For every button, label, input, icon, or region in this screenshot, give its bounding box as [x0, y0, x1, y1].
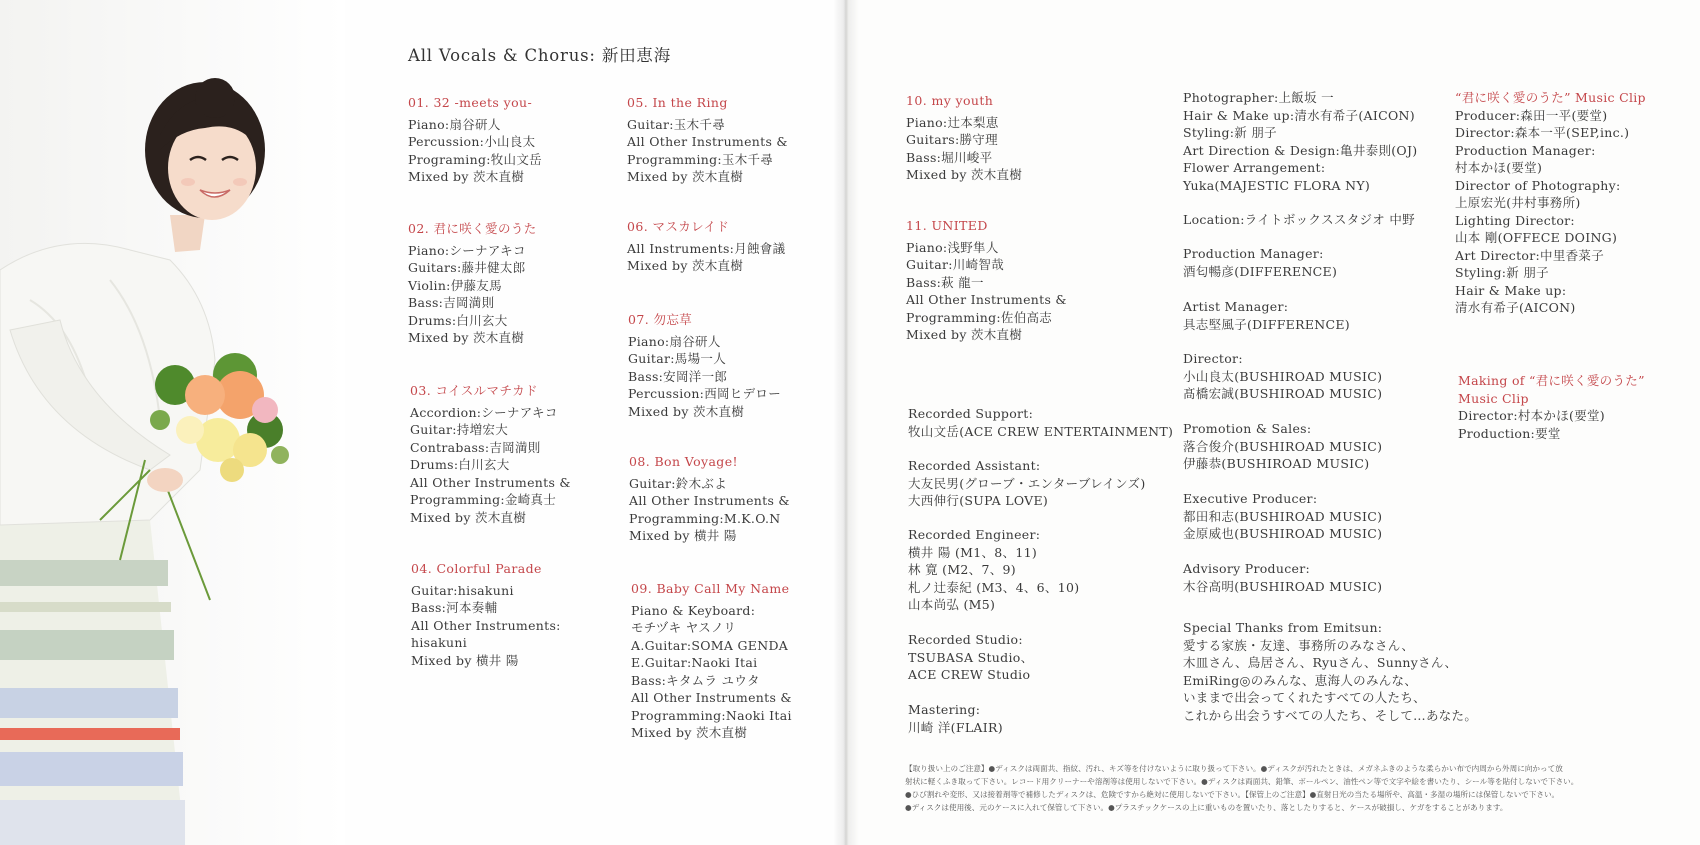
- credit-line: Bass:安岡洋一郎: [628, 368, 728, 384]
- credit-line: Guitar:馬場一人: [628, 351, 726, 366]
- credit-line: Programing:牧山文岳: [408, 151, 542, 167]
- note-line: ●ひび割れや変形、又は接着剤等で補修したディスクは、危険ですから絶対に使用しないで下さい。【保管上のご注意】●直射日光の当たる場所や、高温・多湿の場所には保管しないで下さい。: [905, 790, 1560, 799]
- credit-line: TSUBASA Studio、: [908, 649, 1034, 665]
- credit-line: 大友民男(グローブ・エンターブレインズ): [908, 475, 1146, 491]
- thanks-line: これから出会うすべての人たち、そして…あなた。: [1183, 707, 1478, 723]
- credit-line: All Other Instruments &: [627, 134, 788, 149]
- credit-line: Production Manager:: [1455, 142, 1596, 158]
- credit-line: Art Director:中里香菜子: [1455, 247, 1605, 263]
- credit-line: Drums:白川玄大: [408, 312, 508, 328]
- left-page: [0, 0, 845, 845]
- thanks-line: 愛する家族・友達、事務所のみなさん、: [1183, 637, 1415, 653]
- track-06: [627, 218, 785, 275]
- mastering: [908, 701, 1003, 736]
- credit-line: 札ノ辻泰紀 (M3、4、6、10): [908, 579, 1080, 595]
- track-title: 11. UNITED: [906, 218, 988, 233]
- credit-line: Mixed by 茨木直樹: [906, 327, 1023, 342]
- credit-line: Mixed by 茨木直樹: [627, 169, 744, 184]
- thanks-line: いままで出会ってくれたすべての人たち、: [1183, 690, 1426, 705]
- credit-label: Mastering:: [908, 702, 981, 717]
- track-02: [408, 220, 537, 347]
- handling-notes: [905, 762, 1635, 814]
- credit-line: 酒匂暢彦(DIFFERENCE): [1183, 263, 1338, 279]
- track-09: [631, 580, 792, 742]
- booklet-gutter: [833, 0, 859, 845]
- credit-line: Programming:金崎真士: [410, 492, 557, 507]
- credit-line: 村本かほ(要堂): [1455, 160, 1543, 175]
- credit-line: モチヅキ ヤスノリ: [631, 620, 737, 635]
- credit-line: Lighting Director:: [1455, 212, 1575, 228]
- credit-line: Guitars:藤井健太郎: [408, 260, 526, 275]
- credit-line: E.Guitar:Naoki Itai: [631, 655, 758, 670]
- advisory-producer: [1183, 560, 1382, 595]
- credit-line: Accordion:シーナアキコ: [410, 404, 558, 420]
- track-title: 10. my youth: [906, 93, 994, 108]
- credit-label: Promotion & Sales:: [1183, 421, 1312, 436]
- recorded-studio: [908, 631, 1033, 684]
- thanks-line: EmiRing◎のみんな、恵海人のみんな、: [1183, 672, 1418, 688]
- credit-line: All Other Instruments &: [906, 292, 1067, 307]
- credit-line: Programming:玉木千尋: [627, 151, 774, 167]
- credit-line: Production:要堂: [1458, 425, 1561, 441]
- recorded-engineer: [908, 526, 1079, 614]
- making-title: Music Clip: [1458, 390, 1529, 406]
- director: [1183, 350, 1382, 403]
- credit-line: Percussion:小山良太: [408, 134, 536, 149]
- credit-line: Mixed by 茨木直樹: [906, 167, 1023, 182]
- credit-line: Mixed by 横井 陽: [411, 652, 519, 668]
- making-credits: [1458, 372, 1645, 442]
- art-staff: [1183, 89, 1417, 194]
- track-title: 05. In the Ring: [627, 95, 728, 110]
- music-clip-credits: [1455, 89, 1646, 317]
- credit-label: Production Manager:: [1183, 246, 1324, 261]
- credit-line: Violin:伊藤友馬: [408, 277, 502, 293]
- credit-label: Recorded Engineer:: [908, 527, 1041, 542]
- credit-line: hisakuni: [411, 635, 467, 650]
- credit-line: All Instruments:月蝕會議: [627, 240, 786, 256]
- credit-line: Mixed by 茨木直樹: [410, 509, 527, 525]
- track-title: 09. Baby Call My Name: [631, 581, 790, 596]
- credit-line: Bass:萩 龍一: [906, 274, 984, 290]
- credit-line: 山本 剛(OFFECE DOING): [1455, 230, 1618, 245]
- credit-line: 金原威也(BUSHIROAD MUSIC): [1183, 526, 1383, 541]
- credit-line: Bass:河本奏輔: [411, 600, 498, 615]
- credit-line: 都田和志(BUSHIROAD MUSIC): [1183, 508, 1383, 524]
- track-01: [408, 94, 542, 186]
- credit-line: Mixed by 茨木直樹: [631, 725, 748, 740]
- credit-label: Executive Producer:: [1183, 491, 1318, 506]
- credit-line: 清水有希子(AICON): [1455, 300, 1576, 315]
- credit-line: Drums:白川玄大: [410, 457, 510, 472]
- note-line: ●ディスクは使用後、元のケースに入れて保管して下さい。●プラスチックケースの上に重いものを置いたり、落としたりすると、ケースが破損し、ケガをすることがあります。: [905, 803, 1508, 812]
- credit-line: Bass:吉岡満則: [408, 295, 495, 310]
- credit-line: All Other Instruments:: [411, 617, 561, 633]
- credit-line: Mixed by 茨木直樹: [628, 403, 745, 419]
- track-title: 03. コイスルマチカド: [410, 383, 538, 398]
- credit-line: Art Direction & Design:亀井泰則(OJ): [1183, 142, 1418, 158]
- credit-line: Photographer:上飯坂 一: [1183, 90, 1334, 105]
- artist-photo: [0, 0, 345, 845]
- credit-line: 具志堅風子(DIFFERENCE): [1183, 316, 1350, 332]
- credit-line: 上原宏光(井村事務所): [1455, 195, 1581, 210]
- credit-line: 牧山文岳(ACE CREW ENTERTAINMENT): [908, 423, 1174, 439]
- credit-line: Piano:扇谷研人: [408, 116, 501, 132]
- credit-label: Director:: [1183, 351, 1243, 366]
- credit-line: Director:村本かほ(要堂): [1458, 408, 1605, 423]
- credit-line: Producer:森田一平(要堂): [1455, 107, 1608, 123]
- making-title: Making of “君に咲く愛のうた”: [1458, 373, 1645, 388]
- track-title: 06. マスカレイド: [627, 219, 730, 234]
- track-07: [628, 311, 781, 420]
- credit-label: Artist Manager:: [1183, 299, 1289, 314]
- credit-line: Mixed by 茨木直樹: [408, 330, 525, 345]
- track-title: 01. 32 -meets you-: [408, 95, 533, 110]
- credit-line: 落合俊介(BUSHIROAD MUSIC): [1183, 438, 1383, 454]
- credit-line: Piano:シーナアキコ: [408, 242, 526, 258]
- credit-line: 伊藤恭(BUSHIROAD MUSIC): [1183, 456, 1370, 471]
- credit-line: Programming:Naoki Itai: [631, 707, 792, 723]
- recorded-assistant: [908, 457, 1146, 510]
- track-04: [411, 560, 561, 669]
- note-line: 【取り扱い上のご注意】●ディスクは両面共、指紋、汚れ、キズ等を付けないように取り扱って下さい。●ディスクが汚れたときは、メガネふきのような柔らかい布で内周から外周に向かって放: [905, 764, 1563, 773]
- special-thanks: [1183, 619, 1477, 724]
- credit-line: Mixed by 茨木直樹: [627, 258, 744, 273]
- credit-line: Programming:M.K.O.N: [629, 510, 781, 526]
- credit-line: Piano:扇谷研人: [628, 333, 721, 349]
- music-clip-title: “君に咲く愛のうた” Music Clip: [1455, 90, 1646, 105]
- vocals-header: All Vocals & Chorus: 新田恵海: [408, 46, 672, 65]
- credit-line: 川崎 洋(FLAIR): [908, 719, 1003, 735]
- credit-line: Piano:辻本梨恵: [906, 114, 999, 130]
- credit-label: Recorded Assistant:: [908, 458, 1041, 473]
- credit-line: Yuka(MAJESTIC FLORA NY): [1183, 177, 1371, 193]
- credit-line: 林 寛 (M2、7、9): [908, 562, 1016, 577]
- credit-line: 髙橋宏誠(BUSHIROAD MUSIC): [1183, 386, 1383, 401]
- track-title: 02. 君に咲く愛のうた: [408, 221, 537, 236]
- thanks-line: 木皿さん、鳥居さん、Ryuさん、Sunnyさん、: [1183, 655, 1458, 670]
- location: [1183, 211, 1415, 229]
- credit-line: Contrabass:吉岡満則: [410, 439, 541, 455]
- credit-line: All Other Instruments &: [629, 493, 790, 508]
- credit-line: 大西伸行(SUPA LOVE): [908, 493, 1049, 508]
- note-line: 射状に軽くふき取って下さい。レコード用クリーナーや溶剤等は使用しないで下さい。●ディスクは両面共、鉛筆、ボールペン、油性ペン等で文字や絵を書いたり、シール等を貼付しないで下さい。: [905, 777, 1579, 786]
- credit-line: ACE CREW Studio: [908, 667, 1031, 682]
- recorded-support: [908, 405, 1173, 440]
- credit-line: 横井 陽 (M1、8、11): [908, 544, 1038, 560]
- credit-label: Recorded Studio:: [908, 632, 1023, 647]
- credit-line: Guitar:川崎智哉: [906, 257, 1004, 272]
- track-05: [627, 94, 788, 186]
- credit-line: Programming:佐伯高志: [906, 309, 1053, 325]
- credit-line: Flower Arrangement:: [1183, 160, 1326, 175]
- track-11: [906, 217, 1067, 344]
- track-title: 07. 勿忘草: [628, 312, 693, 327]
- credit-line: All Other Instruments &: [631, 690, 792, 705]
- credit-line: Mixed by 茨木直樹: [408, 169, 525, 184]
- credit-line: All Other Instruments &: [410, 474, 571, 490]
- credit-line: Styling:新 朋子: [1455, 265, 1549, 280]
- credit-label: Recorded Support:: [908, 406, 1034, 421]
- credit-line: Director:森本一平(SEP,inc.): [1455, 125, 1630, 140]
- track-03: [410, 382, 571, 526]
- track-10: [906, 92, 1022, 184]
- credit-label: Location:ライトボックススタジオ 中野: [1183, 212, 1415, 227]
- credit-line: Guitar:玉木千尋: [627, 116, 725, 132]
- credit-line: 山本尚弘 (M5): [908, 597, 996, 612]
- credit-line: Piano & Keyboard:: [631, 602, 756, 618]
- production-manager: [1183, 245, 1337, 280]
- executive-producer: [1183, 490, 1382, 543]
- credit-line: Mixed by 横井 陽: [629, 528, 737, 543]
- track-title: 04. Colorful Parade: [411, 561, 542, 576]
- credit-line: Bass:キタムラ ユウタ: [631, 672, 760, 688]
- credit-label: Advisory Producer:: [1183, 561, 1310, 576]
- promotion-sales: [1183, 420, 1382, 473]
- artist-manager: [1183, 298, 1350, 333]
- credit-line: Hair & Make up:清水有希子(AICON): [1183, 107, 1415, 123]
- track-title: 08. Bon Voyage!: [629, 454, 738, 469]
- credit-line: Director of Photography:: [1455, 177, 1621, 193]
- credit-line: Guitar:持増宏大: [410, 422, 508, 437]
- credit-line: Styling:新 朋子: [1183, 125, 1277, 140]
- credit-line: Guitar:hisakuni: [411, 582, 514, 598]
- credit-line: Percussion:西岡ヒデロー: [628, 386, 781, 401]
- credit-line: 小山良太(BUSHIROAD MUSIC): [1183, 368, 1383, 384]
- track-08: [629, 453, 790, 545]
- credit-line: A.Guitar:SOMA GENDA: [631, 637, 789, 653]
- credit-label: Special Thanks from Emitsun:: [1183, 620, 1383, 635]
- credit-line: 木谷高明(BUSHIROAD MUSIC): [1183, 578, 1383, 594]
- credit-line: Piano:浅野隼人: [906, 239, 999, 255]
- credit-line: Bass:堀川峻平: [906, 149, 993, 165]
- credit-line: Guitars:勝守理: [906, 132, 998, 147]
- credit-line: Hair & Make up:: [1455, 282, 1567, 298]
- credit-line: Guitar:鈴木ぶよ: [629, 475, 727, 491]
